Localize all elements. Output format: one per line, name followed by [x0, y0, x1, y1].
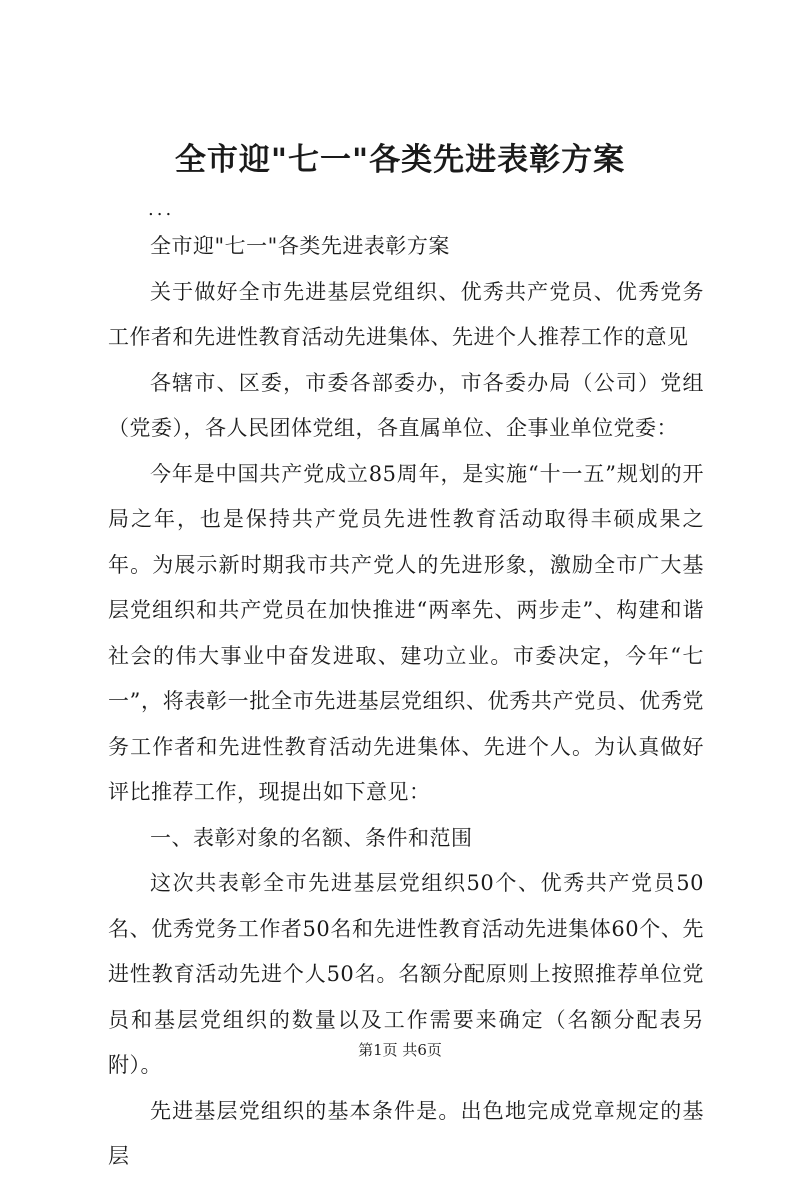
paragraph-intro: 今年是中国共产党成立85周年，是实施“十一五”规划的开局之年，也是保持共产党员先进性教育活动取得丰硕成果之年。为展示新时期我市共产党人的先进形象，激励全市广大基层党组织和共产党员在加快推进“两率先、两步走”、构建和谐社会的伟大事业中奋发进取、建功立业。市委决定，今年“七一”，将表彰一批全市先进基层党组织、优秀共产党员、优秀党务工作者和先进性教育活动先进集体、先进个人。为认真做好评比推荐工作，现提出如下意见： — [108, 461, 704, 804]
paragraph-conditions: 先进基层党组织的基本条件是。出色地完成党章规定的基层 — [108, 1098, 704, 1168]
ellipsis-marker: ... — [148, 199, 175, 220]
page-number-footer: 第1页 共6页 — [358, 1041, 442, 1059]
paragraph-quota: 这次共表彰全市先进基层党组织50个、优秀共产党员50名、优秀党务工作者50名和先进性教育活动先进集体60个、先进性教育活动先进个人50名。名额分配原则上按照推荐单位党员和基层党组织的数量以及工作需要来确定（名额分配表另附）。 — [108, 871, 704, 1077]
document-body — [108, 224, 704, 1180]
document-title: 全市迎"七一"各类先进表彰方案 — [174, 142, 626, 178]
paragraph-subtitle: 全市迎"七一"各类先进表彰方案 — [150, 234, 450, 258]
paragraph-addressees: 各辖市、区委，市委各部委办，市各委办局（公司）党组（党委），各人民团体党组，各直属单位、企事业单位党委： — [108, 370, 704, 440]
paragraph-heading: 关于做好全市先进基层党组织、优秀共产党员、优秀党务工作者和先进性教育活动先进集体、先进个人推荐工作的意见 — [108, 279, 704, 349]
section-heading-1: 一、表彰对象的名额、条件和范围 — [150, 825, 473, 850]
